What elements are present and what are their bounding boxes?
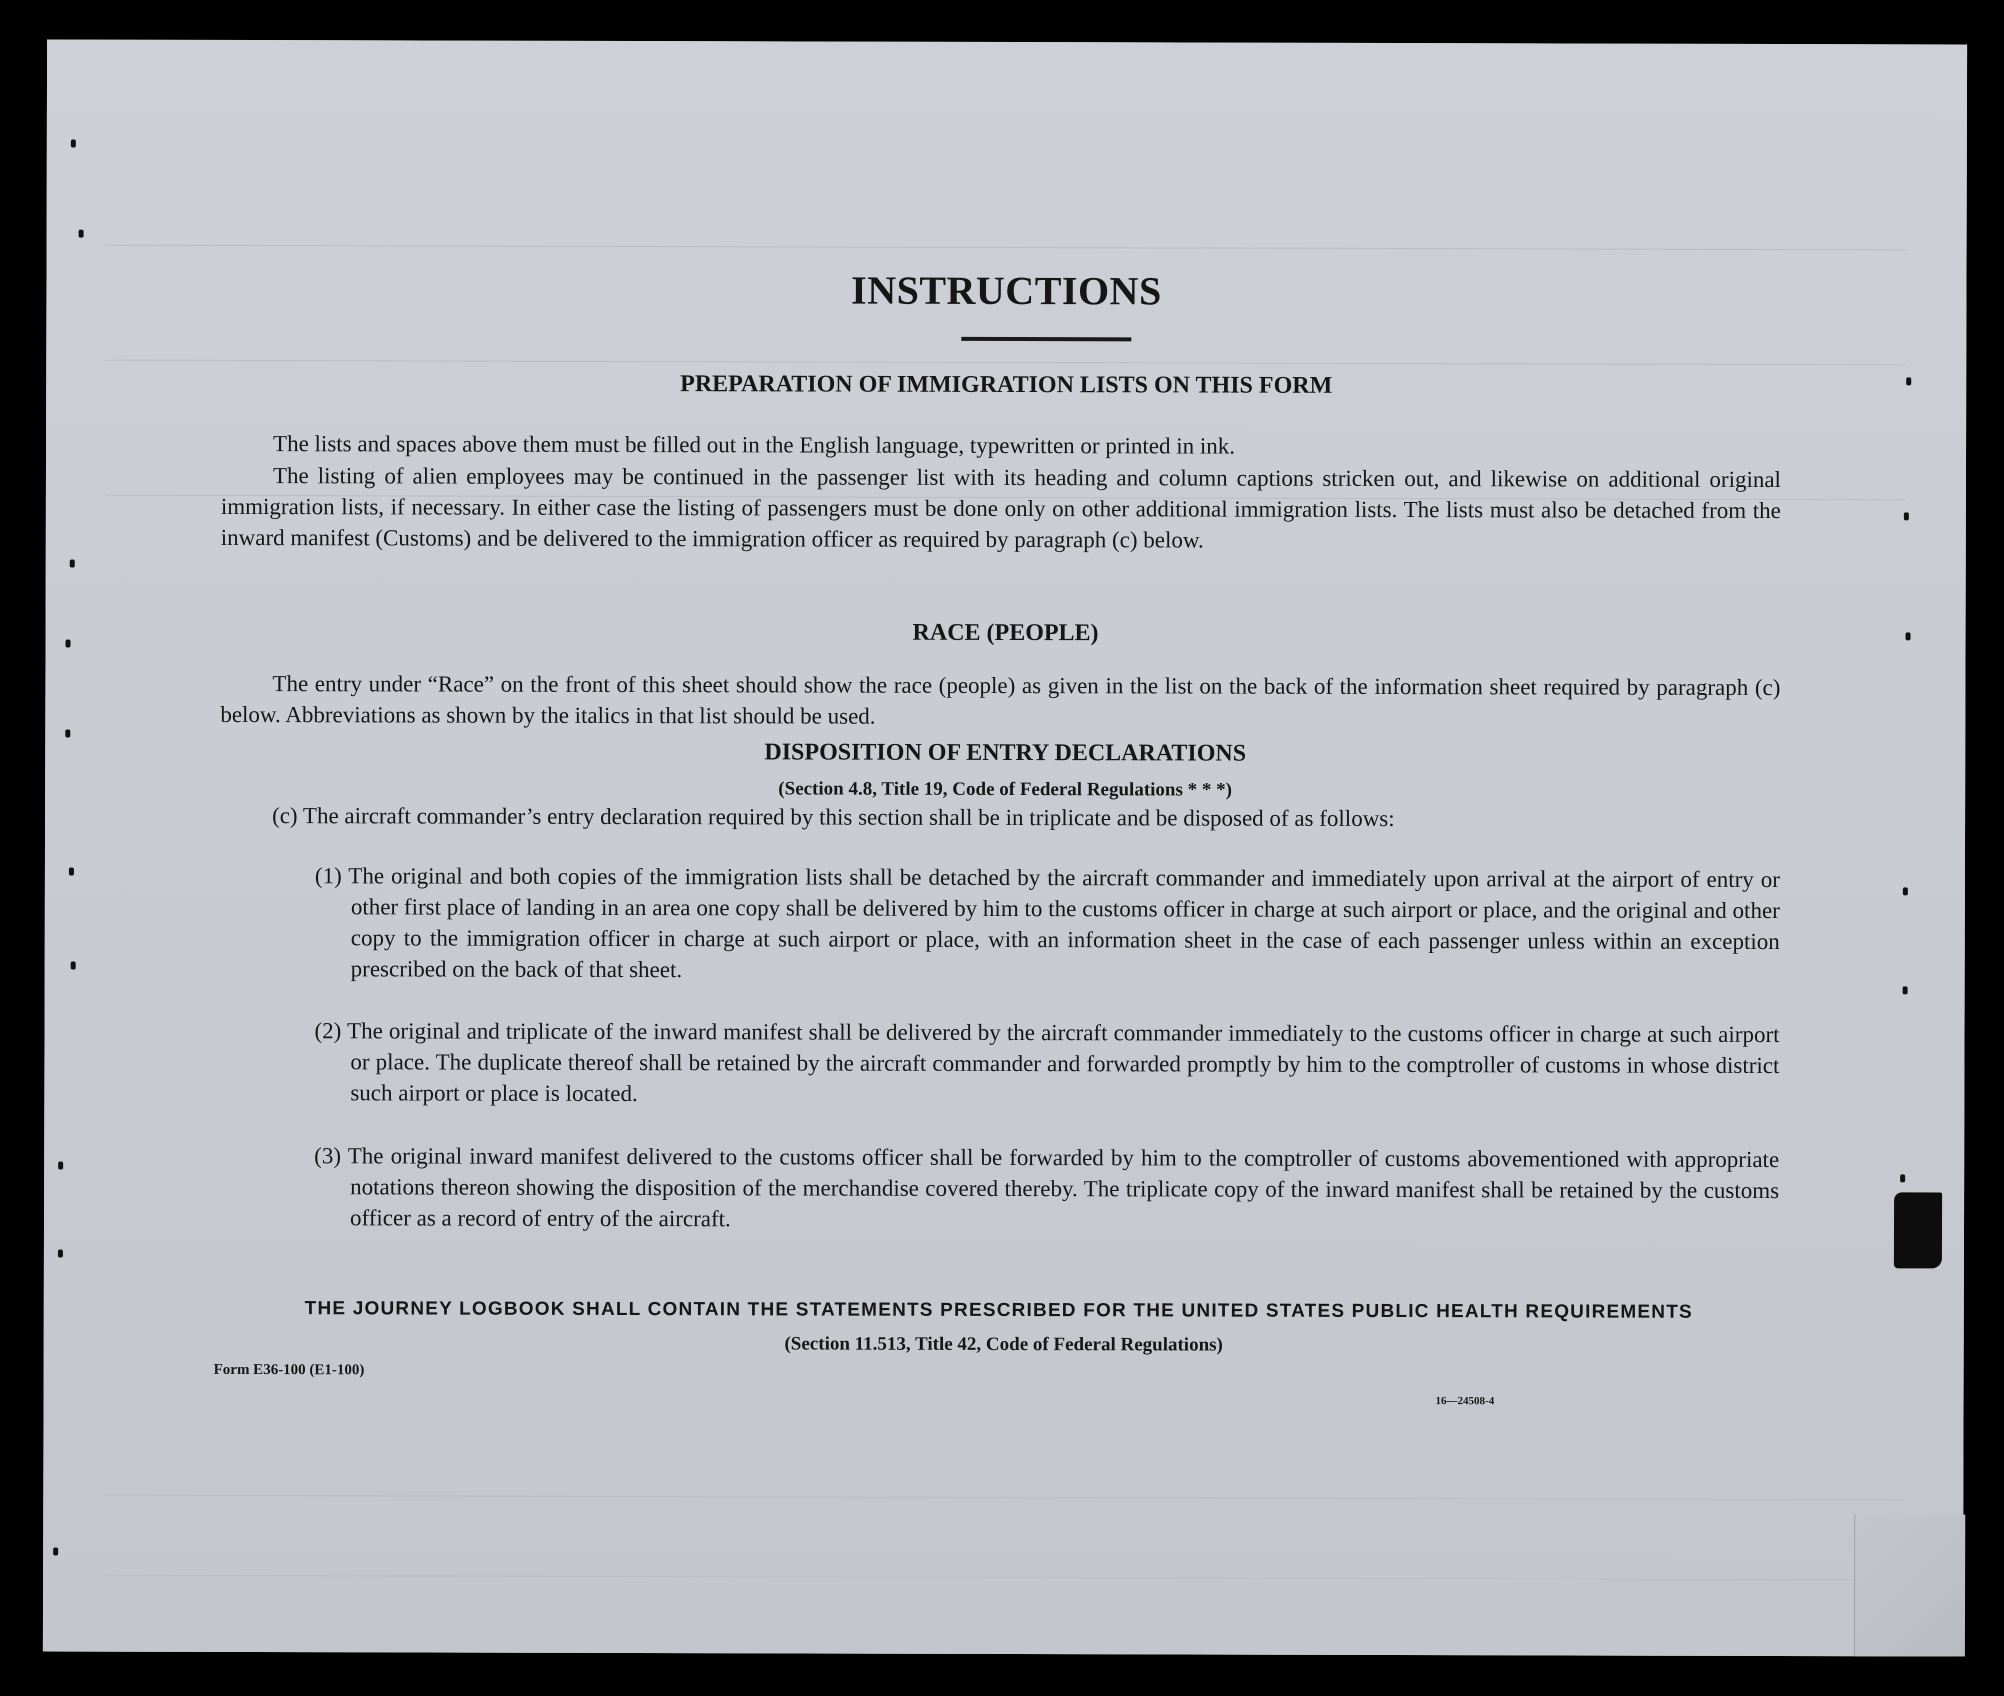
disposition-item-3: (3) The original inward manifest delivered to the customs officer shall be forwarded by him to the comptroller of customs abovementioned with appropriate notations thereon showing the disposition of the merchandise covered thereby. The triplicate copy of the inward manifest shall be retained by the customs officer as a record of entry of the aircraft. bbox=[314, 1143, 1780, 1232]
race-heading: RACE (PEOPLE) bbox=[912, 619, 1099, 647]
scan-speck bbox=[1906, 377, 1911, 385]
journey-logbook-statement: THE JOURNEY LOGBOOK SHALL CONTAIN THE STATEMENTS PRESCRIBED FOR THE UNITED STATES PUBLIC HEALTH REQUIREMENTS bbox=[304, 1298, 1693, 1323]
form-number: Form E36-100 (E1-100) bbox=[213, 1361, 365, 1379]
bleed-through-rule bbox=[107, 245, 1907, 251]
scan-speck bbox=[1903, 986, 1908, 994]
disposition-item-2: (2) The original and triplicate of the inward manifest shall be delivered by the aircraft commander immediately to the customs officer in charge at such airport or place. The duplicate thereof shall be retained by the aircraft commander and forwarded promptly by him to the comptroller of customs in whose district such airport or place is located. bbox=[314, 1018, 1780, 1107]
race-paragraph: The entry under “Race” on the front of this sheet should show the race (people) as given in the list on the back of the information sheet required by paragraph (c) below. Abbreviations as shown by the italics in that list should be used. bbox=[220, 671, 1781, 729]
bleed-through-rule bbox=[103, 1495, 1903, 1501]
torn-binding-hole bbox=[1894, 1192, 1942, 1268]
scan-speck bbox=[71, 140, 76, 148]
scan-speck bbox=[58, 1250, 63, 1258]
scan-speck bbox=[53, 1548, 58, 1556]
disposition-item-1: (1) The original and both copies of the immigration lists shall be detached by the aircraft commander and immediately upon arrival at the airport of entry or other first place of landing in an area one copy shall be delivered by him to the customs officer in charge at such airport or place, and the original and other copy to the immigration officer in charge at such airport or place, with an information sheet in the case of each passenger unless within an exception prescribed on the back of that sheet. bbox=[314, 863, 1780, 983]
preparation-paragraph-2: The listing of alien employees may be continued in the passenger list with its heading and column captions stricken out, and likewise on additional original immigration lists, if necessary. In either case the listing of passengers must be done only on other additional immigration lists. The lists must also be detached from the inward manifest (Customs) and be delivered to the immigration officer as required by paragraph (c) below. bbox=[220, 463, 1782, 553]
journey-citation: (Section 11.513, Title 42, Code of Federal Regulations) bbox=[784, 1333, 1223, 1356]
scan-speck bbox=[69, 868, 74, 876]
preparation-heading: PREPARATION OF IMMIGRATION LISTS ON THIS FORM bbox=[680, 371, 1333, 399]
scan-speck bbox=[79, 230, 84, 238]
disposition-intro: (c) The aircraft commander’s entry declaration required by this section shall be in triplicate and be disposed of as follows: bbox=[272, 803, 1395, 832]
bleed-through-rule bbox=[106, 360, 1906, 366]
scan-speck bbox=[58, 1162, 63, 1170]
scan-speck bbox=[1900, 1174, 1905, 1182]
scan-speck bbox=[70, 560, 75, 568]
instructions-title: INSTRUCTIONS bbox=[851, 267, 1162, 314]
scan-speck bbox=[71, 962, 76, 970]
scan-speck bbox=[66, 640, 71, 648]
folded-page-corner bbox=[1854, 1514, 1965, 1656]
bleed-through-rule bbox=[103, 1575, 1903, 1581]
scan-speck bbox=[1906, 632, 1911, 640]
form-sheet bbox=[43, 39, 1967, 1656]
title-underline bbox=[961, 337, 1131, 341]
scan-speck bbox=[1903, 887, 1908, 895]
scan-speck bbox=[1904, 512, 1909, 520]
disposition-heading: DISPOSITION OF ENTRY DECLARATIONS bbox=[764, 739, 1247, 767]
preparation-paragraph-1: The lists and spaces above them must be filled out in the English language, typewritten or printed in ink. bbox=[273, 431, 1236, 459]
disposition-citation: (Section 4.8, Title 19, Code of Federal Regulations * * *) bbox=[778, 778, 1233, 801]
scan-speck bbox=[65, 730, 70, 738]
print-code: 16—24508-4 bbox=[1435, 1395, 1495, 1408]
